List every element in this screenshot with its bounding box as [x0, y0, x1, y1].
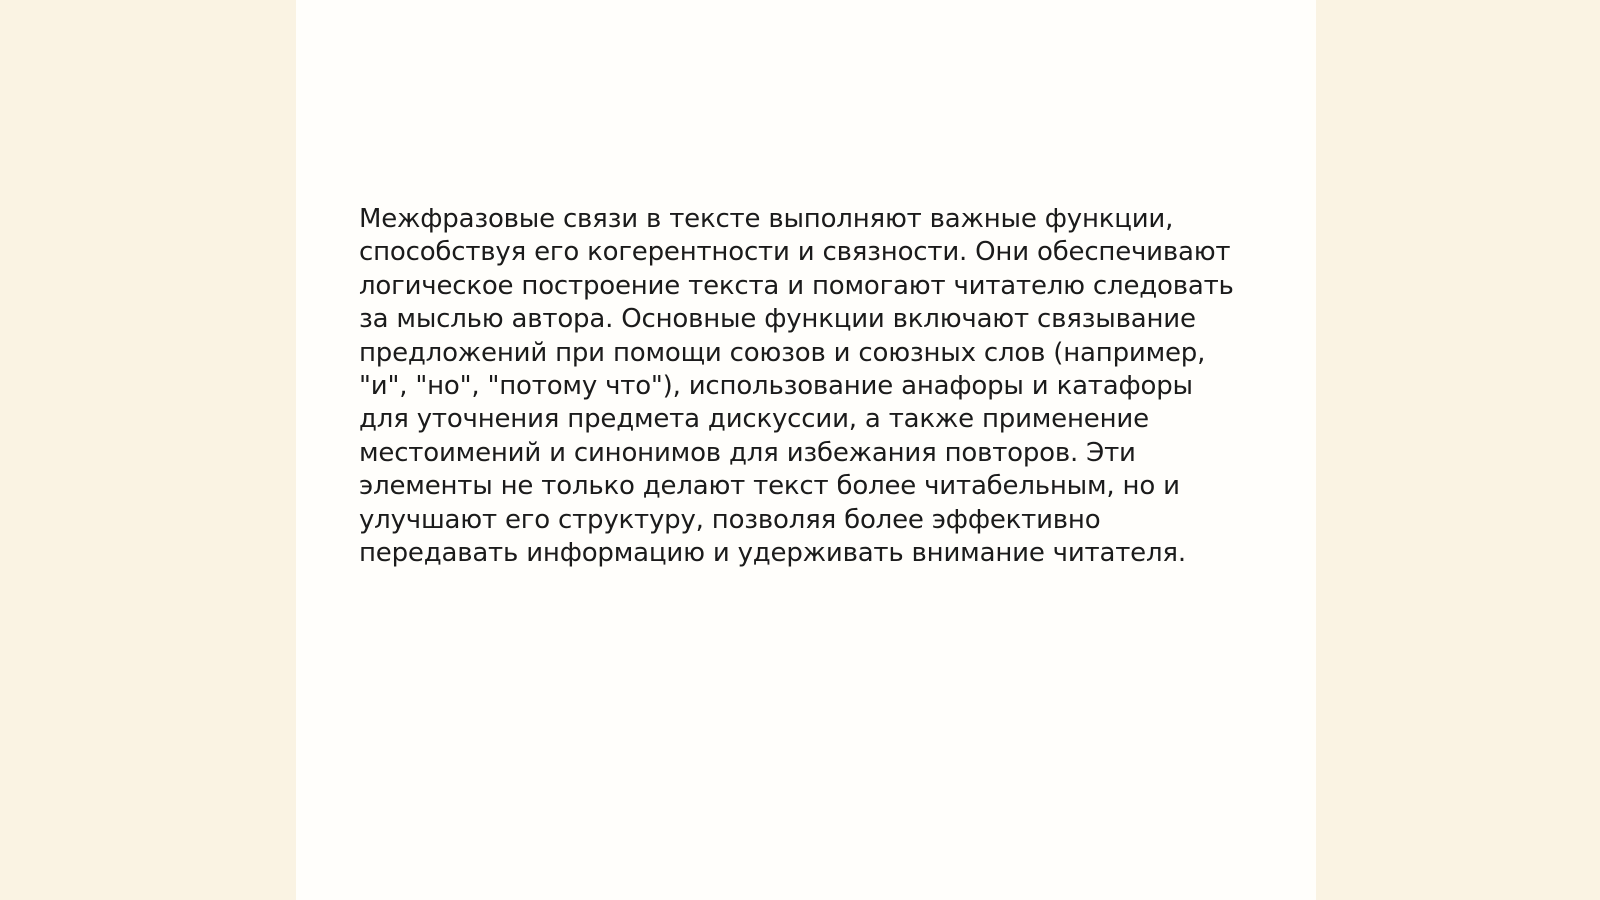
- left-margin-panel: [0, 0, 296, 900]
- paragraph-line: Межфразовые связи в тексте выполняют важные функции,: [359, 204, 1174, 234]
- paragraph-line: логическое построение текста и помогают читателю следовать: [359, 270, 1234, 301]
- paragraph-line: за мыслью автора. Основные функции включают связывание: [359, 304, 1196, 335]
- paragraph-line: предложений при помощи союзов и союзных слов (например,: [359, 337, 1206, 368]
- paragraph-line: "и", "но", "потому что"), использование анафоры и катафоры: [359, 371, 1193, 402]
- paragraph-line: передавать информацию и удерживать внимание читателя.: [359, 538, 1186, 569]
- paragraph-line: местоимений и синонимов для избежания повторов. Эти: [359, 437, 1136, 468]
- paragraph-line: для уточнения предмета дискуссии, а также применение: [359, 404, 1149, 435]
- paragraph-line: улучшают его структуру, позволяя более эффективно: [359, 504, 1101, 535]
- paragraph-line: элементы не только делают текст более читабельным, но и: [359, 471, 1180, 502]
- right-margin-panel: [1316, 0, 1600, 900]
- body-paragraph: [359, 203, 1259, 570]
- paragraph-line: способствуя его когерентности и связности. Они обеспечивают: [359, 237, 1231, 268]
